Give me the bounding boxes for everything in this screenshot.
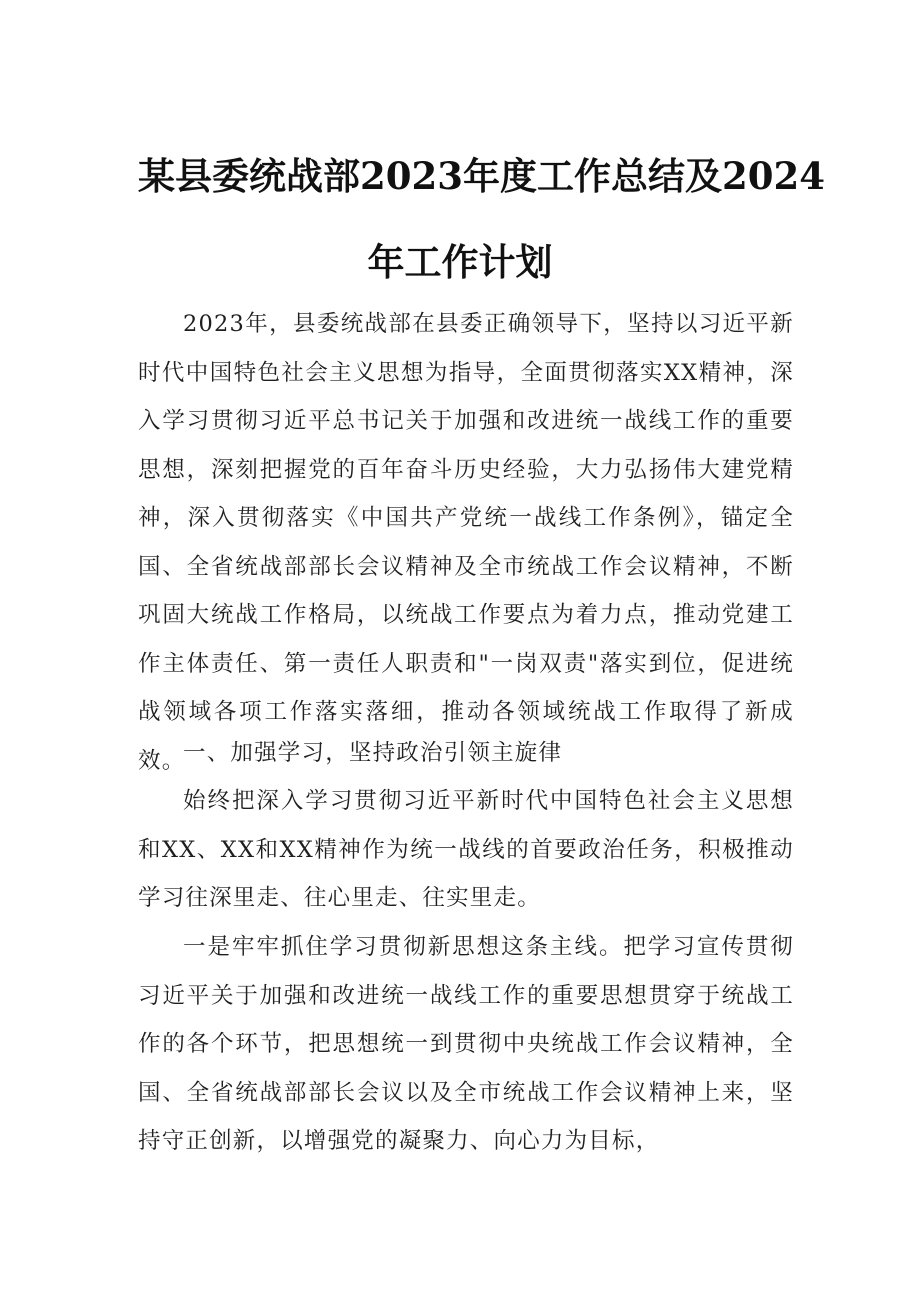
document-title-line-1: 某县委统战部2023年度工作总结及2024 xyxy=(138,154,825,198)
heading-text: 一、加强学习，坚持政治引领主旋律 xyxy=(183,740,563,766)
document-title-line-2: 年工作计划 xyxy=(367,240,553,284)
body-paragraph-first-point xyxy=(138,923,794,1166)
paragraph-text: 始终把深入学习贯彻习近平新时代中国特色社会主义思想和XX、XX和XX精神作为统一战线的首要政治任务，积极推动学习往深里走、往心里走、往实里走。 xyxy=(138,788,794,911)
body-paragraph-study xyxy=(138,777,794,923)
section-heading-1 xyxy=(138,729,794,778)
paragraph-text: 2023年，县委统战部在县委正确领导下，坚持以习近平新时代中国特色社会主义思想为指导，全面贯彻落实XX精神，深入学习贯彻习近平总书记关于加强和改进统一战线工作的重要思想，深刻把握党的百年奋斗历史经验，大力弘扬伟大建党精神，深入贯彻落实《中国共产党统一战线工作条例》，锚定全国、全省统战部部长会议精神及全市统战工作会议精神，不断巩固大统战工作格局，以统战工作要点为着力点，推动党建工作主体责任、第一责任人职责和"一岗双责"落实到位，促进统战领域各项工作落实落细，推动各领域统战工作取得了新成效。 xyxy=(138,311,794,774)
body-paragraph-intro xyxy=(138,300,794,785)
paragraph-text: 一是牢牢抓住学习贯彻新思想这条主线。把学习宣传贯彻习近平关于加强和改进统一战线工作的重要思想贯穿于统战工作的各个环节，把思想统一到贯彻中央统战工作会议精神，全国、全省统战部部长会议以及全市统战工作会议精神上来，坚持守正创新，以增强党的凝聚力、向心力为目标， xyxy=(138,934,794,1154)
